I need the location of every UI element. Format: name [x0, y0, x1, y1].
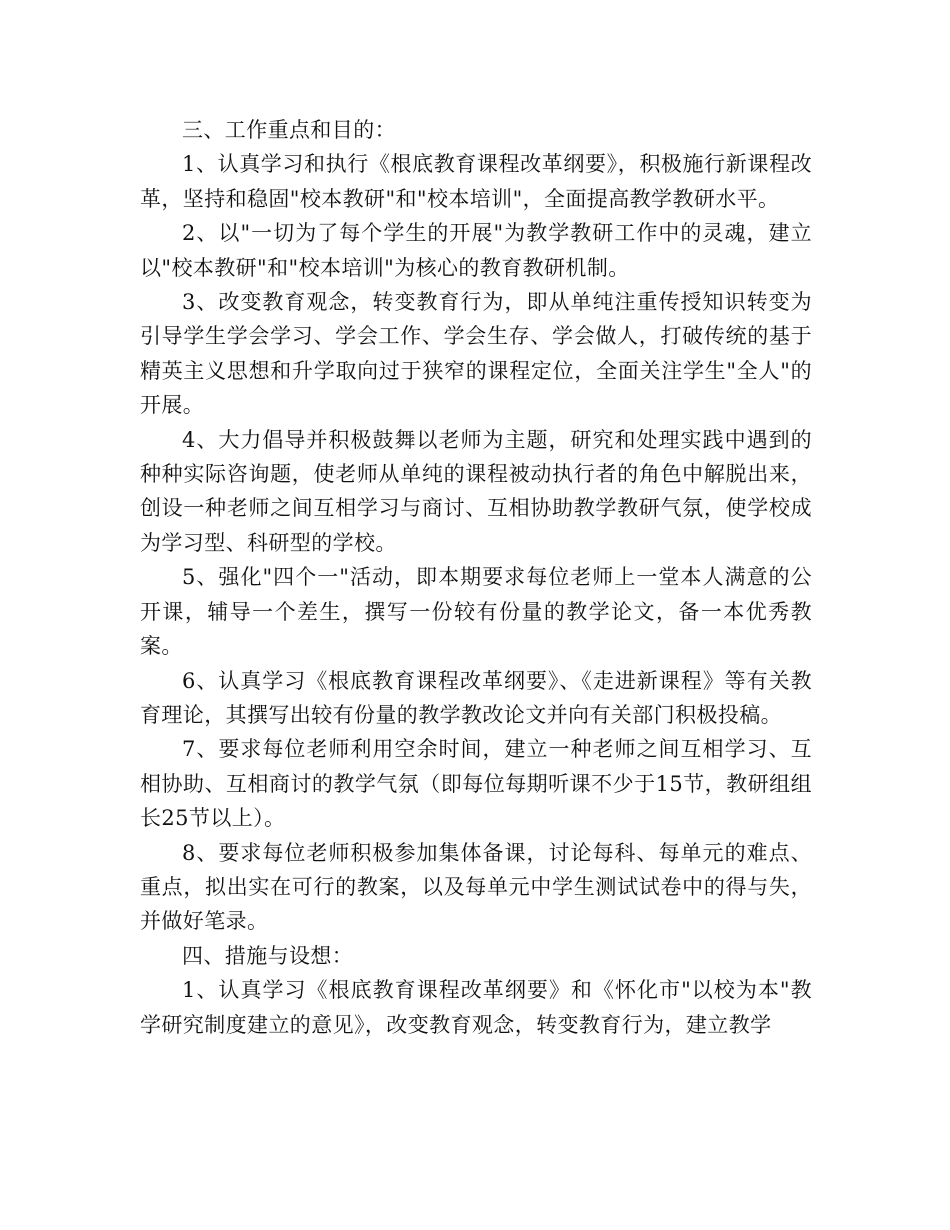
paragraph-item-3: 3、改变教育观念，转变教育行为，即从单纯注重传授知识转变为引导学生学会学习、学会工作、学会生存、学会做人，打破传统的基于精英主义思想和升学取向过于狭窄的课程定位，全面关注学生"全人"的开展。: [140, 290, 812, 418]
paragraph-item-1: 1、认真学习和执行《根底教育课程改革纲要》，积极施行新课程改革，坚持和稳固"校本教研"和"校本培训"，全面提高教学教研水平。: [140, 152, 812, 211]
paragraph-item-5: 5、强化"四个一"活动，即本期要求每位老师上一堂本人满意的公开课，辅导一个差生，撰写一份较有份量的教学论文，备一本优秀教案。: [140, 565, 812, 659]
paragraph-item-6: 6、认真学习《根底教育课程改革纲要》、《走进新课程》等有关教育理论，其撰写出较有份量的教学教改论文并向有关部门积极投稿。: [140, 668, 812, 727]
paragraph-item-8: 8、要求每位老师积极参加集体备课，讨论每科、每单元的难点、重点，拟出实在可行的教案，以及每单元中学生测试试卷中的得与失，并做好笔录。: [140, 840, 812, 934]
paragraph-measure-1: 1、认真学习《根底教育课程改革纲要》和《怀化市"以校为本"教学研究制度建立的意见》，改变教育观念，转变教育行为，建立教学: [140, 978, 812, 1037]
section-heading-work-focus: 三、工作重点和目的：: [182, 118, 396, 142]
paragraph-item-2: 2、以"一切为了每个学生的开展"为教学教研工作中的灵魂，建立以"校本教研"和"校本培训"为核心的教育教研机制。: [140, 221, 812, 280]
section-heading-measures: 四、措施与设想：: [182, 943, 354, 968]
document-body: [140, 113, 812, 1042]
paragraph-item-4: 4、大力倡导并积极鼓舞以老师为主题，研究和处理实践中遇到的种种实际咨询题，使老师从单纯的课程被动执行者的角色中解脱出来，创设一种老师之间互相学习与商讨、互相协助教学教研气氛，使学校成为学习型、科研型的学校。: [140, 427, 812, 555]
paragraph-item-7: 7、要求每位老师利用空余时间，建立一种老师之间互相学习、互相协助、互相商讨的教学气氛（即每位每期听课不少于15节，教研组组长25节以上）。: [140, 737, 812, 831]
